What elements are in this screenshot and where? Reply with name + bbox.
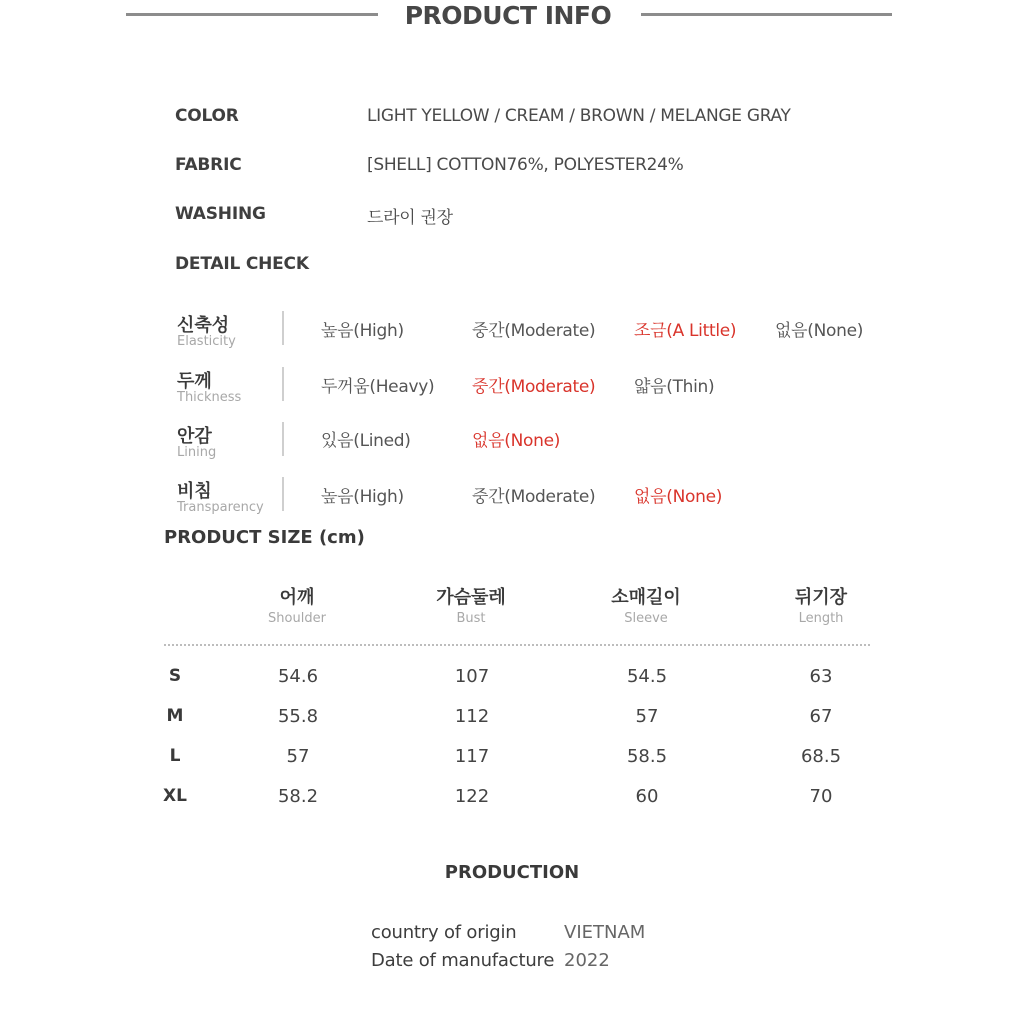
thickness-option-moderate-selected: 중간(Moderate) <box>472 377 596 397</box>
lining-option-none-selected: 없음(None) <box>472 431 561 451</box>
size-cell: 58.2 <box>277 786 319 807</box>
manufacture-date-value: 2022 <box>564 950 610 971</box>
size-col-shoulder-en: Shoulder <box>268 611 326 626</box>
detail-divider <box>282 422 284 456</box>
fabric-label: FABRIC <box>175 155 242 175</box>
detail-lining-ko: 안감 <box>177 426 212 447</box>
size-cell: 67 <box>809 706 833 727</box>
washing-value: 드라이 권장 <box>367 208 453 228</box>
size-cell: 68.5 <box>800 746 842 767</box>
detail-thickness-en: Thickness <box>177 390 242 405</box>
elasticity-option-high: 높음(High) <box>321 321 404 341</box>
size-col-sleeve-ko: 소매길이 <box>611 587 681 608</box>
product-size-title: PRODUCT SIZE (cm) <box>164 527 365 548</box>
size-label-m: M <box>166 706 184 726</box>
detail-elasticity-ko: 신축성 <box>177 315 230 336</box>
size-label-s: S <box>168 666 182 686</box>
size-cell: 54.5 <box>626 666 668 687</box>
size-col-sleeve <box>566 586 726 628</box>
origin-value: VIETNAM <box>564 922 646 943</box>
manufacture-date-label: Date of manufacture <box>371 950 555 971</box>
thickness-option-thin: 얇음(Thin) <box>634 377 715 397</box>
transparency-option-high: 높음(High) <box>321 487 404 507</box>
size-col-shoulder <box>217 586 377 628</box>
size-cell: 57 <box>635 706 659 727</box>
size-cell: 122 <box>454 786 490 807</box>
detail-divider <box>282 367 284 401</box>
thickness-option-heavy: 두꺼움(Heavy) <box>321 377 435 397</box>
fabric-value: [SHELL] COTTON76%, POLYESTER24% <box>367 155 684 175</box>
size-cell: 55.8 <box>277 706 319 727</box>
detail-divider <box>282 311 284 345</box>
detail-transparency-ko: 비침 <box>177 481 212 502</box>
size-col-length-ko: 뒤기장 <box>794 587 848 608</box>
size-cell: 54.6 <box>277 666 319 687</box>
color-value: LIGHT YELLOW / CREAM / BROWN / MELANGE GRAY <box>367 106 791 126</box>
lining-option-lined: 있음(Lined) <box>321 431 411 451</box>
size-cell: 112 <box>454 706 490 727</box>
size-col-length-en: Length <box>798 611 844 626</box>
size-col-sleeve-en: Sleeve <box>624 611 668 626</box>
washing-label: WASHING <box>175 204 266 224</box>
size-col-shoulder-ko: 어깨 <box>279 587 315 608</box>
origin-label: country of origin <box>371 922 517 943</box>
size-cell: 58.5 <box>626 746 668 767</box>
detail-elasticity-en: Elasticity <box>177 334 236 349</box>
detail-lining-en: Lining <box>177 445 217 460</box>
production-title: PRODUCTION <box>444 862 580 883</box>
size-col-bust <box>391 586 551 628</box>
elasticity-option-moderate: 중간(Moderate) <box>472 321 596 341</box>
size-cell: 107 <box>454 666 490 687</box>
size-label-l: L <box>169 746 181 766</box>
elasticity-option-none: 없음(None) <box>775 321 864 341</box>
size-col-length <box>741 586 901 628</box>
size-cell: 117 <box>454 746 490 767</box>
color-label: COLOR <box>175 106 239 126</box>
transparency-option-moderate: 중간(Moderate) <box>472 487 596 507</box>
transparency-option-none-selected: 없음(None) <box>634 487 723 507</box>
size-cell: 60 <box>635 786 659 807</box>
size-cell: 63 <box>809 666 833 687</box>
size-col-bust-en: Bust <box>456 611 486 626</box>
detail-transparency-en: Transparency <box>177 500 264 515</box>
size-cell: 57 <box>286 746 310 767</box>
elasticity-option-a-little-selected: 조금(A Little) <box>634 321 737 341</box>
size-col-bust-ko: 가슴둘레 <box>436 587 506 608</box>
size-table-divider <box>164 644 870 646</box>
size-label-xl: XL <box>163 786 187 806</box>
size-cell: 70 <box>809 786 833 807</box>
detail-thickness-ko: 두께 <box>177 371 212 392</box>
detail-check-label: DETAIL CHECK <box>175 254 309 274</box>
detail-divider <box>282 477 284 511</box>
page-title: PRODUCT INFO <box>404 1 612 30</box>
